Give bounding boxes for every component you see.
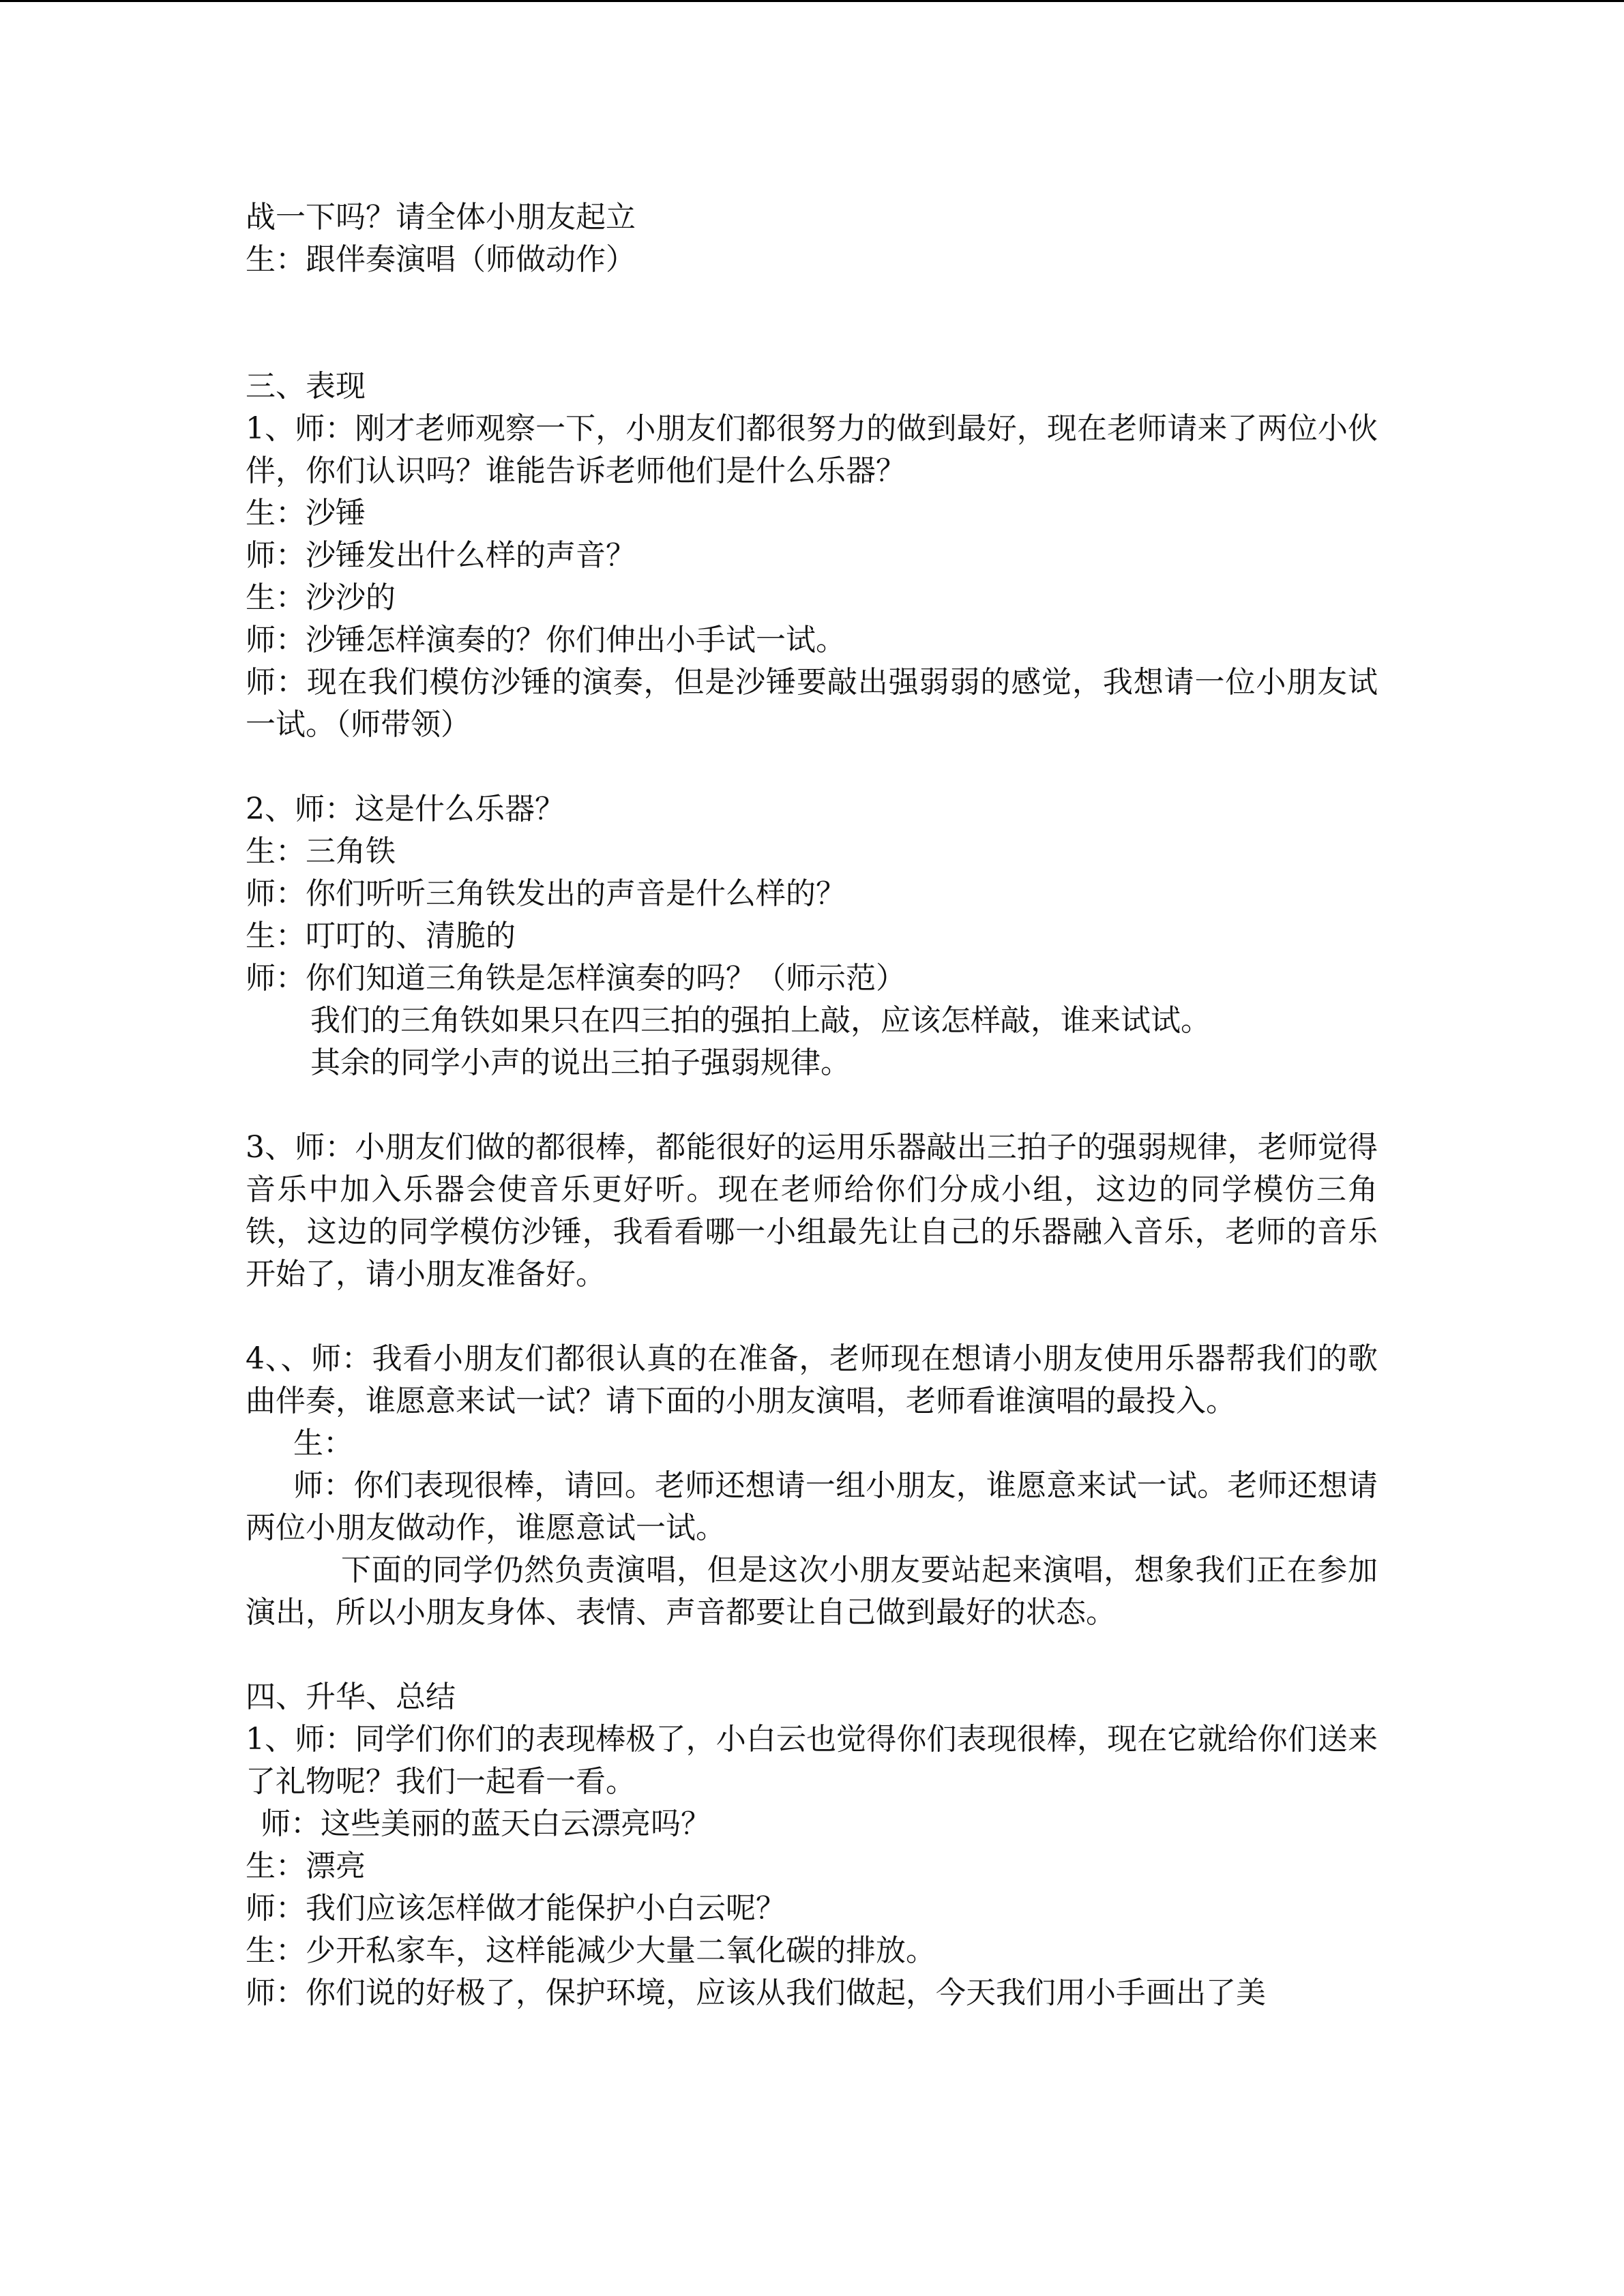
text-paragraph: 4、、师：我看小朋友们都很认真的在准备，老师现在想请小朋友使用乐器帮我们的歌曲伴奏，谁愿意来试一试？请下面的小朋友演唱，老师看谁演唱的最投入。 bbox=[246, 1341, 1378, 1418]
text-line: 其余的同学小声的说出三拍子强弱规律。 bbox=[310, 1045, 851, 1080]
text-line: 生：漂亮 bbox=[246, 1849, 366, 1883]
text-line: 师：你们知道三角铁是怎样演奏的吗？（师示范） bbox=[246, 961, 906, 996]
text-line: 生：沙锤 bbox=[246, 496, 366, 531]
text-line: 生：跟伴奏演唱（师做动作） bbox=[246, 242, 636, 277]
blank-line bbox=[246, 746, 1378, 788]
text-line: 2、师：这是什么乐器？ bbox=[246, 792, 565, 826]
text-paragraph: 1、师：同学们你们的表现棒极了，小白云也觉得你们表现很棒，现在它就给你们送来了礼物呢？我们一起看一看。 bbox=[246, 1722, 1378, 1799]
text-paragraph: 下面的同学仍然负责演唱，但是这次小朋友要站起来演唱，想象我们正在参加演出，所以小朋友身体、表情、声音都要让自己做到最好的状态。 bbox=[246, 1553, 1378, 1630]
text-line: 师：你们听听三角铁发出的声音是什么样的？ bbox=[246, 876, 846, 911]
text-line: 生：沙沙的 bbox=[246, 580, 396, 615]
text-line: 生：叮叮的、清脆的 bbox=[246, 919, 516, 953]
section-heading: 三、表现 bbox=[246, 369, 366, 404]
text-paragraph: 师：你们表现很棒，请回。老师还想请一组小朋友，谁愿意来试一试。老师还想请两位小朋友做动作，谁愿意试一试。 bbox=[246, 1468, 1378, 1545]
text-line: 师：你们说的好极了，保护环境，应该从我们做起，今天我们用小手画出了美 bbox=[246, 1976, 1266, 2010]
blank-line bbox=[246, 1084, 1378, 1127]
section-heading: 四、升华、总结 bbox=[246, 1680, 456, 1714]
page-top-border bbox=[0, 0, 1624, 2]
text-line: 生：少开私家车，这样能减少大量二氧化碳的排放。 bbox=[246, 1933, 936, 1968]
text-paragraph: 3、师：小朋友们做的都很棒，都能很好的运用乐器敲出三拍子的强弱规律，老师觉得音乐中加入乐器会使音乐更好听。现在老师给你们分成小组，这边的同学模仿三角铁，这边的同学模仿沙锤，我看看哪一小组最先让自己的乐器融入音乐，老师的音乐开始了，请小朋友准备好。 bbox=[246, 1130, 1378, 1292]
blank-line bbox=[246, 1634, 1378, 1676]
document-page bbox=[246, 196, 1378, 2014]
text-line: 师：我们应该怎样做才能保护小白云呢？ bbox=[246, 1891, 786, 1926]
text-line: 师：这些美丽的蓝天白云漂亮吗？ bbox=[261, 1806, 711, 1841]
text-line: 师：沙锤怎样演奏的？你们伸出小手试一试。 bbox=[246, 623, 846, 657]
text-line: 我们的三角铁如果只在四三拍的强拍上敲，应该怎样敲，谁来试试。 bbox=[310, 1003, 1211, 1038]
text-line: 生：三角铁 bbox=[246, 834, 396, 869]
text-line: 生： bbox=[293, 1426, 353, 1461]
text-line: 师：沙锤发出什么样的声音？ bbox=[246, 538, 636, 573]
text-line: 战一下吗？请全体小朋友起立 bbox=[246, 200, 636, 235]
blank-line bbox=[246, 1296, 1378, 1338]
blank-line bbox=[246, 281, 1378, 366]
text-paragraph: 师：现在我们模仿沙锤的演奏，但是沙锤要敲出强弱弱的感觉，我想请一位小朋友试一试。（师带领） bbox=[246, 665, 1378, 742]
text-paragraph: 1、师：刚才老师观察一下，小朋友们都很努力的做到最好，现在老师请来了两位小伙伴，你们认识吗？谁能告诉老师他们是什么乐器？ bbox=[246, 411, 1378, 488]
